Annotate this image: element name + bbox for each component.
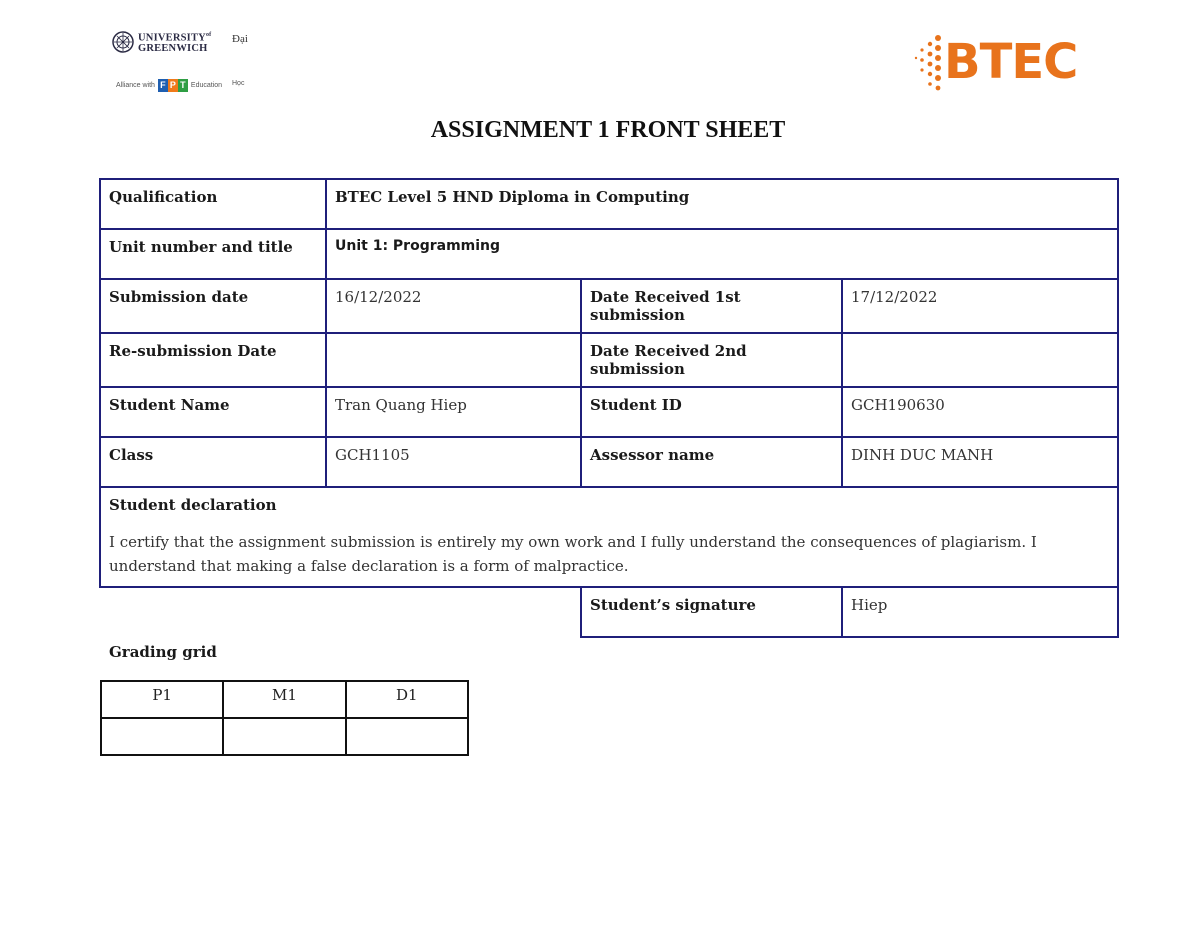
declaration-cell <box>100 487 1118 587</box>
university-crest-icon <box>112 31 134 53</box>
dai-text: Đại <box>232 33 248 45</box>
hoc-text: Học <box>232 80 245 87</box>
student-name-value: Tran Quang Hiep <box>326 387 581 437</box>
grade-value-p1 <box>101 718 223 755</box>
grade-header-d1: D1 <box>346 681 468 718</box>
greenwich-fpt-logo <box>112 30 262 94</box>
resubmission-label: Re-submission Date <box>100 333 326 387</box>
grade-header-p1: P1 <box>101 681 223 718</box>
unit-label: Unit number and title <box>100 229 326 279</box>
university-name: $UNIVERSITY^{of}$ GREENWICH <box>138 32 212 54</box>
resubmission-row <box>100 333 1118 387</box>
declaration-row <box>100 487 1118 587</box>
student-id-label: Student ID <box>581 387 842 437</box>
unit-row <box>100 229 1118 279</box>
grading-grid-label: Grading grid <box>109 643 217 661</box>
submission-row <box>100 279 1118 333</box>
alliance-line: Alliance with F P T Education <box>116 80 223 90</box>
btec-logo <box>908 30 1098 94</box>
class-row <box>100 437 1118 487</box>
qualification-value: BTEC Level 5 HND Diploma in Computing <box>326 179 1118 229</box>
declaration-heading: Student declaration <box>109 496 277 514</box>
signature-spacer <box>100 587 581 637</box>
grade-value-d1 <box>346 718 468 755</box>
submission-date-value: 16/12/2022 <box>326 279 581 333</box>
declaration-text: I certify that the assignment submission is entirely my own work and I fully understand the consequences of plagiarism. I understand that making a false declaration is a form of malpractice. <box>109 533 1037 575</box>
grade-header-m1: M1 <box>223 681 345 718</box>
qualification-row <box>100 179 1118 229</box>
front-sheet-table <box>99 178 1119 638</box>
signature-row <box>100 587 1118 637</box>
submission-date-label: Submission date <box>100 279 326 333</box>
grading-grid <box>100 680 469 756</box>
class-value: GCH1105 <box>326 437 581 487</box>
date-received-1-label: Date Received 1st submission <box>581 279 842 333</box>
grade-value-m1 <box>223 718 345 755</box>
date-received-1-value: 17/12/2022 <box>842 279 1118 333</box>
fpt-logo: F P T <box>158 79 188 92</box>
student-name-label: Student Name <box>100 387 326 437</box>
unit-value: Unit 1: Programming <box>326 229 1118 279</box>
date-received-2-label: Date Received 2nd submission <box>581 333 842 387</box>
signature-label: Student’s signature <box>581 587 842 637</box>
assessor-value: DINH DUC MANH <box>842 437 1118 487</box>
page-title: ASSIGNMENT 1 FRONT SHEET <box>430 117 786 143</box>
grading-value-row <box>101 718 468 755</box>
btec-dots-icon <box>908 30 948 94</box>
class-label: Class <box>100 437 326 487</box>
student-row <box>100 387 1118 437</box>
student-id-value: GCH190630 <box>842 387 1118 437</box>
assessor-label: Assessor name <box>581 437 842 487</box>
btec-wordmark: BTEC <box>944 34 1078 90</box>
grading-header-row <box>101 681 468 718</box>
signature-value: Hiep <box>842 587 1118 637</box>
qualification-label: Qualification <box>100 179 326 229</box>
resubmission-value <box>326 333 581 387</box>
date-received-2-value <box>842 333 1118 387</box>
